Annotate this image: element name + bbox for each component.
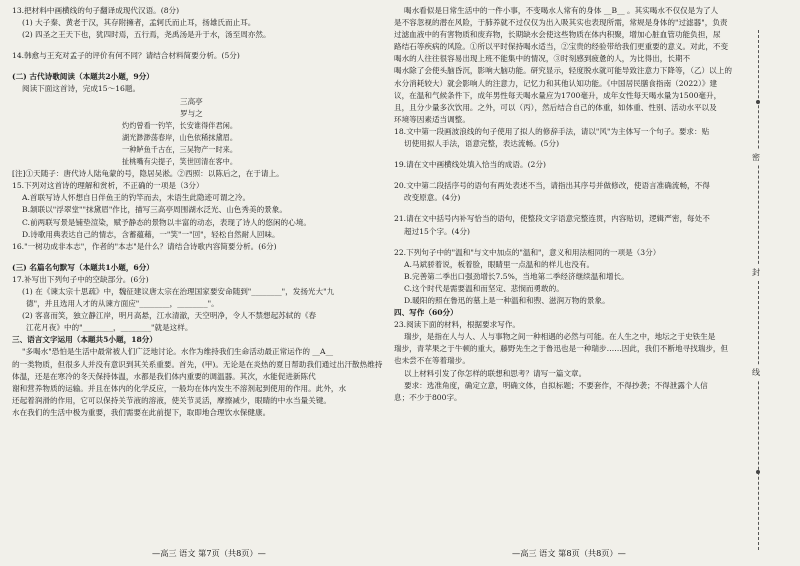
question-text-line: 德"，并且选用人才的从谏方面应"________，________"。 <box>26 299 219 309</box>
question-text-line: 21.请在文中括号内补写恰当的语句，使整段文字语意完整连贯，内容贴切，逻辑严密，每处不 <box>394 214 710 224</box>
question-text-line: (2) 四圣之王天下也，犹四时焉，五行焉，尧禹汤是升于水，汤至周亦然。 <box>22 30 271 40</box>
question-text-line: 是不容忽视的潜在风险，于肺养就不过仅仅为出入吸其实也表现所需，常规是身体的"过滤器"，负责 <box>394 18 728 28</box>
question-text-line: 15.下列对这首诗的理解和赏析，不正确的一项是（3分） <box>12 181 204 191</box>
answer-space <box>394 172 746 181</box>
right-column <box>394 6 746 405</box>
question-text-line: 扯桃嘴有尖提子，笑世回清在客中。 <box>122 157 238 167</box>
question-text-line: 16."一树功成非本志"，作者的"本志"是什么？请结合诗歌内容简要分析。(6分) <box>12 241 277 251</box>
question-text-line: 喝水的人往往很容易出现上班不能集中的情况，③时刻感到疲惫的人，为比得出，长期不 <box>394 54 691 64</box>
answer-space <box>12 254 390 263</box>
binding-label-seal: 密 <box>752 150 760 165</box>
question-text-line: D.暖阳的照在鲁迅的墓上是一种温和和煦、滋润万物的景象。 <box>404 295 610 305</box>
question-text-line: 14.韩愈与王充对孟子的评价有何不同？请结合材料简要分析。(5分) <box>12 51 240 61</box>
binding-hole-mark <box>756 100 760 104</box>
question-text-line: B.完善第二季出口强劲增长7.5%，当地第二季经济继续温和增长。 <box>404 271 629 281</box>
question-text-line: 水在我们的生活中极为重要，我们需要在此前提下，取即地合理饮水保健康。 <box>12 407 271 417</box>
question-text-line: 江花月夜》中的"________，________"就是这样。 <box>26 323 193 333</box>
question-text-line: 19.请在文中画横线处填入恰当的成语。(2分) <box>394 160 546 170</box>
question-text-line: A.马斌骄着说，板着脸，眼睛里一点温和的样儿也没有。 <box>404 259 595 269</box>
question-text-line: 还起着润滑的作用，它可以保持关节液的溶液，使关节灵活，摩擦减少，眼睛的中水当量关键。 <box>12 395 331 405</box>
question-text-line: 议，在温和气候条件下，成年男性每天喝水量应为1700毫升，成年女性每天喝水量为1500毫升， <box>394 90 722 100</box>
question-text-line: (三) 名篇名句默写（本题共1小题，6分） <box>12 262 154 272</box>
question-text-line: 超过15个字。(4分) <box>404 226 470 236</box>
answer-space <box>394 151 746 160</box>
binding-label-close: 封 <box>752 265 760 280</box>
question-text-line: (二) 古代诗歌阅读（本题共2小题，9分） <box>12 72 154 82</box>
question-text-line: 环境等因素适当调整。 <box>394 114 470 124</box>
question-text-line: 要求：选准角度，确定立意，明确文体，自拟标题；不要套作，不得抄袭；不得泄露个人信 <box>404 380 708 390</box>
question-text-line: 一种鲈鱼千古在，三吴物产一时来。 <box>122 144 238 154</box>
question-text-line: 20.文中第二段括序号的语句有两处表述不当，请指出其序号并做修改，使语言准确流畅，不得 <box>394 181 710 191</box>
question-text-line: 13.把材料中画横线的句子翻译成现代汉语。(8分) <box>12 6 180 15</box>
question-text-line: (1) 在《谏太宗十思疏》中，魏征建议唐太宗在治理国家要安命随到"________"，发扬光大"九 <box>22 286 335 296</box>
question-text-line: 灼灼曾看一钓竿，长安谁得伴君闲。 <box>122 120 238 130</box>
question-text-line: C.前两联写景是铺垫渲染，赋予静态的景物以丰富的动态，表现了诗人的悠闲的心境。 <box>22 217 311 227</box>
question-text-line: (1) 大子秦、黄老于汉，其存附擁者，孟轲氏而止耳，扬雄氏而止耳。 <box>22 18 256 28</box>
answer-space <box>12 63 390 72</box>
question-text-line: 喝水看似是日常生活中的一件小事，不变喝水人常有的身体 __B__ 。其实喝水不仅仅是为了人 <box>404 6 719 15</box>
binding-hole-mark <box>756 470 760 474</box>
question-text-line: 的一类物质，但很多人并没有意识到其关系重要。首先，(甲)。无论是在炎热的夏日帮助我们通过出汗散热维持 <box>12 359 383 369</box>
answer-space <box>394 205 746 214</box>
question-text-line: B.颔联以"浮翠堂""抹黛眉"作比，描写三高亭周围湖水泛光、山色秀美的景象。 <box>22 205 287 215</box>
question-text-line: 22.下列句子中的"温和"与文中加点的"温和"，意义和用法相同的一项是（3分） <box>394 247 661 257</box>
question-text-line: 改变原意。(4分) <box>404 193 461 203</box>
question-text-line: 四、写作（60分） <box>394 308 458 318</box>
question-text-line: 路结石等疾病的风险。①所以平时保持喝水适当，②宝贵的经验带给我们更重要的意义。对此，不变 <box>394 42 729 52</box>
question-text-line: 罗与之 <box>180 108 203 118</box>
question-text-line: 谢和营养物质的运输。并且在体内的化学反应，一般均在体内发生不溶剂起到使用的作用。此外，水 <box>12 383 347 393</box>
question-text-line: [注]①天随子：唐代诗人陆龟蒙的号，隐居吴淞。②西照：以陈后之，在于请上。 <box>12 169 284 179</box>
question-text-line: "多喝水"恐怕是生活中最常被人们广泛地讨论。水作为维持我们生命活动最正常运作的 __A__ <box>22 347 334 357</box>
question-text-line: 18.文中第一段画波浪线的句子使用了拟人的修辞手法，请以"风"为主体写一个句子。要求：贴 <box>394 126 710 136</box>
question-text-line: 23.阅读下面的材料，根据要求写作。 <box>394 320 520 330</box>
question-text-line: C.这个时代是需要温和而坚定、悲悯而勇敢的。 <box>404 283 564 293</box>
binding-label-line: 线 <box>752 365 760 380</box>
question-text-line: 17.补写出下列句子中的空缺部分。(6分) <box>12 274 149 284</box>
answer-space <box>394 239 746 248</box>
question-text-line: 喝水除了会使头脑昏沉，影响大脑功能。研究显示，轻度脱水就可能导致注意力下降等，（乙）以上的 <box>394 66 732 76</box>
left-column <box>12 6 390 420</box>
question-text-line: 且，且分少量多次饮用。之外，可以（丙），然后结合自己的体重，如体重、性别、活动水平以及 <box>394 102 717 112</box>
question-text-line: 体温，还是在寒冷的冬天保持体温，水都是我们体内重要的调温器。其次，水能促进新陈代 <box>12 371 316 381</box>
question-text-line: (2) 客喜而笑，独立静江岸，明月高悬，江水清澈，天空明净，令人不禁想起苏轼的《春 <box>22 311 317 321</box>
question-text-line: 三高亭 <box>180 96 203 106</box>
question-text-line: 瑞步，是指在人与人、人与事物之间一种相遇的必然与可能。在人生之中，地坛之于史铁生是 <box>404 332 716 342</box>
page-footer-left: —高三 语文 第7页（共8页）— <box>152 548 266 558</box>
question-text-line: 过滤血液中的有害物质和废弃物，长期缺水会使这些物质在体内积聚，增加心脏血管功能负担，尿 <box>394 30 721 40</box>
question-text-line: 三、语言文字运用（本题共5小题，18分） <box>12 335 157 345</box>
question-text-line: D.诗歌用典表达自己的情志，含蓄蕴藉，一"笑"一"回"，轻松自然耐人回味。 <box>22 229 280 239</box>
question-text-line: 以上材料引发了你怎样的联想和思考？请写一篇文章。 <box>404 368 587 378</box>
page-footer-right: —高三 语文 第8页（共8页）— <box>512 548 626 558</box>
question-text-line: 阅读下面这首诗，完成15～16题。 <box>22 84 141 94</box>
answer-space <box>12 42 390 51</box>
question-text-line: 也未尝不在等着瑞步。 <box>394 356 470 366</box>
question-text-line: 水分消耗较大）就会影响人的注意力，记忆力和其他认知功能。《中国居民膳食指南（2022）》建 <box>394 78 718 88</box>
question-text-line: A.首联写诗人怀想自日伴鱼王的钓竿而去，未语生此隐迹可谓之冷。 <box>22 193 251 203</box>
question-text-line: 息；不少于800字。 <box>394 392 462 402</box>
question-text-line: 切使用拟人手法，语意完整，表达流畅。(5分) <box>404 139 560 149</box>
question-text-line: 瑞步，青苹果之于牛顿的重大，藤野先生之于鲁迅也是一种瑞步……因此，我们不断地寻找瑞步，但 <box>394 344 729 354</box>
question-text-line: 湖光渺渺荡春岸，山色依稀抹黛眉。 <box>122 132 238 142</box>
